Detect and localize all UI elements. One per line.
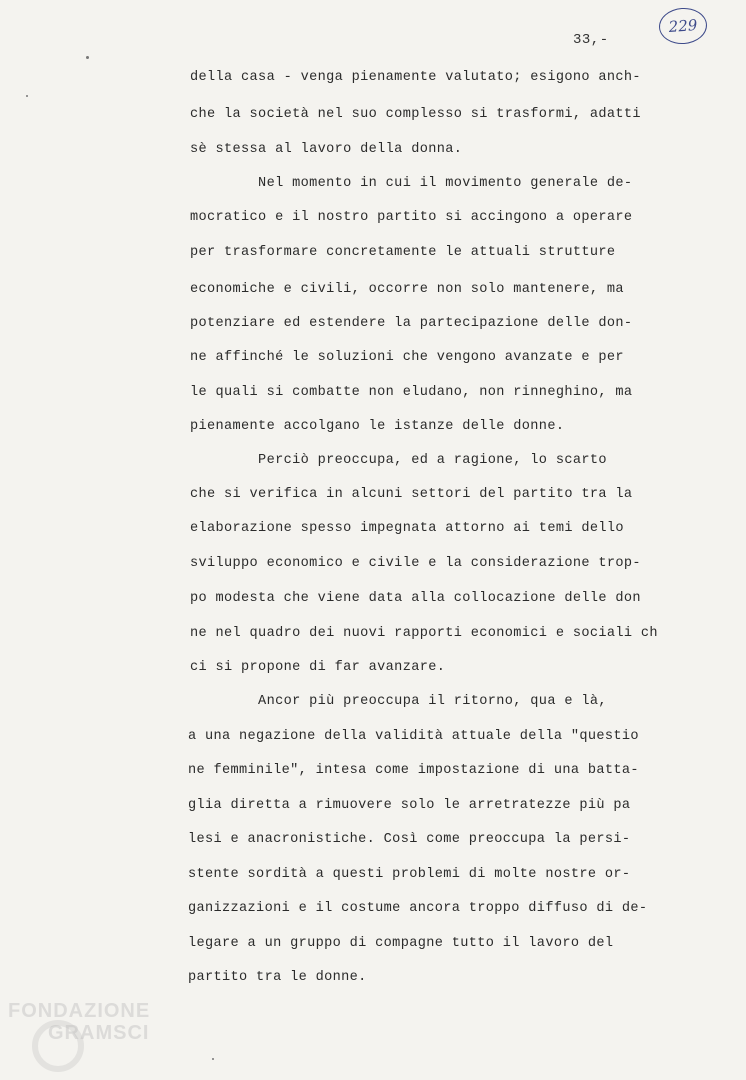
text-line: che si verifica in alcuni settori del partito tra la bbox=[190, 487, 633, 502]
text-line: della casa - venga pienamente valutato; esigono anch- bbox=[190, 70, 641, 85]
text-line: per trasformare concretamente le attuali strutture bbox=[190, 245, 616, 260]
text-line: sviluppo economico e civile e la considerazione trop- bbox=[190, 556, 641, 571]
text-line: pienamente accolgano le istanze delle donne. bbox=[190, 419, 565, 434]
text-line: a una negazione della validità attuale della "questio bbox=[188, 729, 639, 744]
text-line: che la società nel suo complesso si trasformi, adatti bbox=[190, 107, 641, 122]
text-line: stente sordità a questi problemi di molte nostre or- bbox=[188, 867, 631, 882]
paper-speck bbox=[26, 95, 28, 97]
text-line: elaborazione spesso impegnata attorno ai temi dello bbox=[190, 521, 624, 536]
watermark-line-2: GRAMSCI bbox=[48, 1022, 150, 1044]
watermark-ring-icon bbox=[32, 1020, 84, 1072]
text-line: ne nel quadro dei nuovi rapporti economici e sociali ch bbox=[190, 626, 658, 641]
text-line: le quali si combatte non eludano, non rinneghino, ma bbox=[190, 385, 633, 400]
text-line: Ancor più preoccupa il ritorno, qua e là, bbox=[190, 694, 607, 709]
watermark-line-1: FONDAZIONE bbox=[8, 1000, 151, 1022]
text-line: ne affinché le soluzioni che vengono avanzate e per bbox=[190, 350, 624, 365]
text-line: po modesta che viene data alla collocazione delle don bbox=[190, 591, 641, 606]
text-line: glia diretta a rimuovere solo le arretratezze più pa bbox=[188, 798, 631, 813]
text-line: Nel momento in cui il movimento generale de- bbox=[190, 176, 633, 191]
text-line: economiche e civili, occorre non solo mantenere, ma bbox=[190, 282, 624, 297]
archive-watermark bbox=[8, 996, 188, 1076]
text-line: lesi e anacronistiche. Così come preoccupa la persi- bbox=[188, 832, 631, 847]
text-line: ci si propone di far avanzare. bbox=[190, 660, 446, 675]
text-line: legare a un gruppo di compagne tutto il lavoro del bbox=[188, 936, 614, 951]
text-line: sè stessa al lavoro della donna. bbox=[190, 142, 463, 157]
page-number: 33,- bbox=[573, 32, 609, 48]
text-line: Perciò preoccupa, ed a ragione, lo scarto bbox=[190, 453, 607, 468]
text-line: ganizzazioni e il costume ancora troppo diffuso di de- bbox=[188, 901, 648, 916]
text-line: mocratico e il nostro partito si accingono a operare bbox=[190, 210, 633, 225]
paper-speck bbox=[212, 1058, 214, 1060]
text-line: partito tra le donne. bbox=[188, 970, 367, 985]
text-line: potenziare ed estendere la partecipazione delle don- bbox=[190, 316, 633, 331]
archive-stamp: 229 bbox=[658, 6, 708, 45]
text-line: ne femminile", intesa come impostazione di una batta- bbox=[188, 763, 639, 778]
paper-speck bbox=[86, 56, 89, 59]
